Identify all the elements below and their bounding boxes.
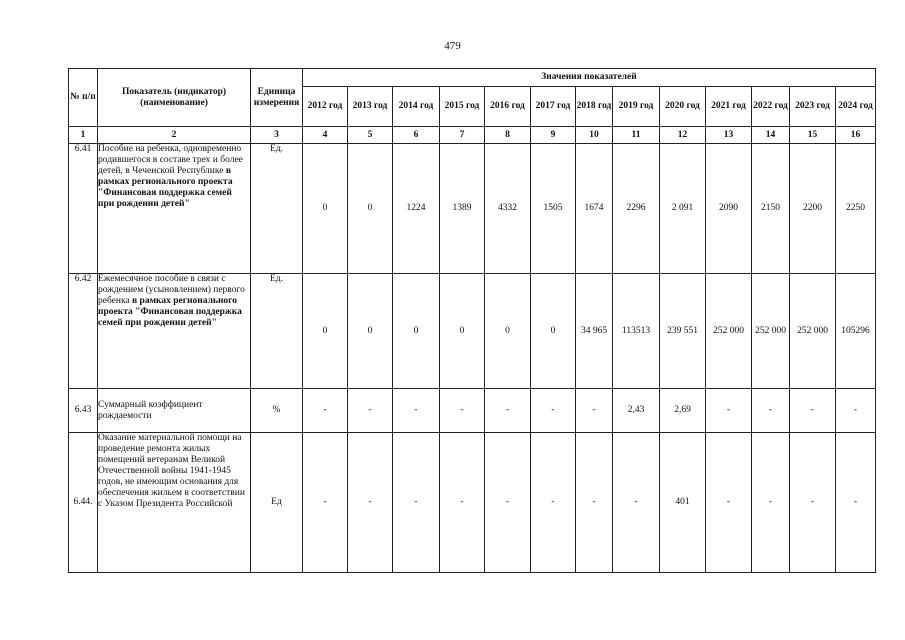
header-indicator: Показатель (индикатор) (наименование) [98,69,251,127]
column-number: 13 [706,127,752,144]
unit-cell: % [251,389,303,433]
value-cell: 4332 [485,144,531,274]
value-cell: 2200 [790,144,836,274]
header-year: 2019 год [613,87,660,127]
value-cell: - [706,389,752,433]
indicator-name: Пособие на ребенка, одновременно родившегося в составе трех и более детей, в Чеченской Республике в рамках регионального проекта "Финансовая поддержка семей при рождении детей" [98,144,251,274]
column-number: 8 [485,127,531,144]
column-number: 6 [393,127,440,144]
value-cell: - [790,389,836,433]
table-row [69,274,876,389]
unit-cell: Ед [251,433,303,573]
column-number: 10 [576,127,613,144]
page-number: 479 [444,40,461,52]
value-cell: 105296 [836,274,876,389]
value-cell: 401 [660,433,706,573]
value-cell: 1505 [531,144,576,274]
column-number: 15 [790,127,836,144]
indicator-name: Оказание материальной помощи на проведение ремонта жилых помещений ветеранам Великой Отечественной войны 1941-1945 годов, не имеющим основания для обеспечения жильем в соответствии с Указом Президента Российской [98,433,251,573]
header-year: 2014 год [393,87,440,127]
value-cell: - [531,433,576,573]
value-cell: - [348,433,393,573]
value-cell: - [790,433,836,573]
header-year: 2015 год [440,87,485,127]
value-cell: 1674 [576,144,613,274]
column-number: 16 [836,127,876,144]
column-number: 9 [531,127,576,144]
value-cell: 252 000 [752,274,790,389]
value-cell: 239 551 [660,274,706,389]
value-cell: - [836,433,876,573]
header-year: 2024 год [836,87,876,127]
value-cell: 2090 [706,144,752,274]
value-cell: 0 [393,274,440,389]
row-number: 6.41 [69,144,98,274]
table-row [69,144,876,274]
column-number: 14 [752,127,790,144]
column-number: 11 [613,127,660,144]
header-num: № п/п [69,69,98,127]
row-number: 6.42 [69,274,98,389]
table-row [69,389,876,433]
header-year: 2021 год [706,87,752,127]
value-cell: - [706,433,752,573]
unit-cell: Ед. [251,144,303,274]
header-year: 2020 год [660,87,706,127]
value-cell: - [576,389,613,433]
column-number: 4 [303,127,348,144]
value-cell: 2296 [613,144,660,274]
header-year: 2017 год [531,87,576,127]
table-row [69,433,876,573]
column-number: 7 [440,127,485,144]
value-cell: 1224 [393,144,440,274]
value-cell: 0 [348,144,393,274]
value-cell: 0 [348,274,393,389]
value-cell: - [613,433,660,573]
column-number: 12 [660,127,706,144]
value-cell: - [440,433,485,573]
value-cell: 252 000 [790,274,836,389]
header-unit: Единица измерения [251,69,303,127]
value-cell: - [485,433,531,573]
header-year: 2018 год [576,87,613,127]
header-year: 2016 год [485,87,531,127]
header-year: 2012 год [303,87,348,127]
indicators-table [68,68,876,573]
value-cell: 252 000 [706,274,752,389]
value-cell: 113513 [613,274,660,389]
column-number: 3 [251,127,303,144]
value-cell: - [393,433,440,573]
column-number: 5 [348,127,393,144]
header-year: 2013 год [348,87,393,127]
row-number: 6.44. [69,433,98,573]
column-number: 2 [98,127,251,144]
value-cell: - [531,389,576,433]
value-cell: 2,69 [660,389,706,433]
value-cell: 2 091 [660,144,706,274]
value-cell: 34 965 [576,274,613,389]
value-cell: 0 [303,274,348,389]
value-cell: 0 [531,274,576,389]
value-cell: - [440,389,485,433]
header-values-title: Значения показателей [303,69,876,87]
value-cell: - [393,389,440,433]
value-cell: 1389 [440,144,485,274]
value-cell: 0 [485,274,531,389]
unit-cell: Ед. [251,274,303,389]
value-cell: - [303,389,348,433]
row-number: 6.43 [69,389,98,433]
header-year: 2022 год [752,87,790,127]
column-numbers-row [69,127,876,144]
header-year: 2023 год [790,87,836,127]
value-cell: - [303,433,348,573]
value-cell: 2150 [752,144,790,274]
value-cell: - [348,389,393,433]
value-cell: - [836,389,876,433]
value-cell: - [485,389,531,433]
value-cell: 0 [440,274,485,389]
column-number: 1 [69,127,98,144]
value-cell: 0 [303,144,348,274]
indicator-name: Суммарный коэффициент рождаемости [98,389,251,433]
value-cell: 2250 [836,144,876,274]
value-cell: - [576,433,613,573]
value-cell: - [752,389,790,433]
value-cell: 2,43 [613,389,660,433]
indicator-name: Ежемесячное пособие в связи с рождением (усыновлением) первого ребенка в рамках регионального проекта "Финансовая поддержка семей при рождении детей" [98,274,251,389]
value-cell: - [752,433,790,573]
